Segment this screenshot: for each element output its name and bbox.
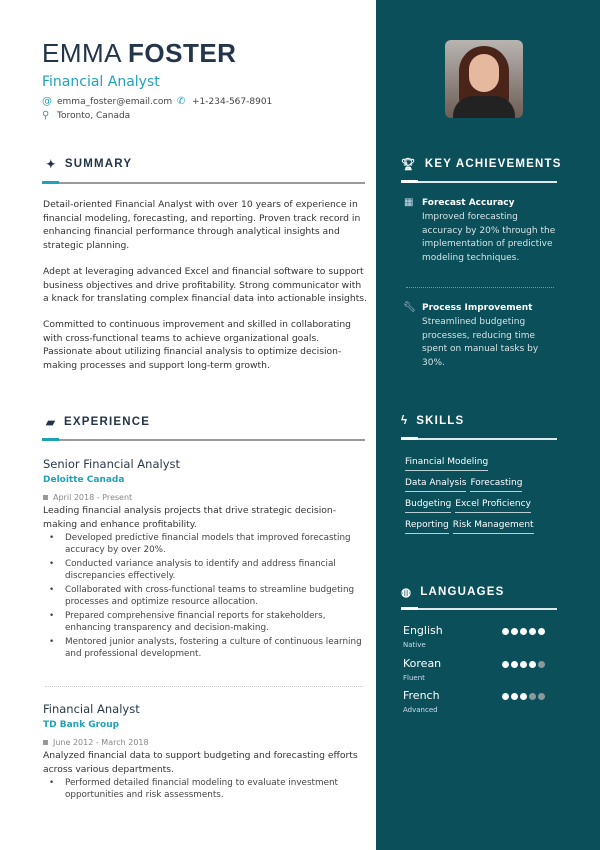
divider (42, 182, 365, 184)
list-item: • Mentored junior analysts, fostering a culture of continuous learning and professional development. (40, 636, 370, 660)
candidate-name: EMMA FOSTER (42, 38, 237, 68)
rating-dot (538, 693, 545, 700)
briefcase-icon: ▰ (46, 417, 57, 429)
language-level: Advanced (403, 706, 438, 714)
experience-heading: ▰ EXPERIENCE (46, 416, 151, 429)
skills-list (405, 457, 538, 534)
skill-tag: Reporting (405, 520, 449, 534)
summary-p1: Detail-oriented Financial Analyst with over 10 years of experience in financial modeling, forecasting, and reporting. Proven track record in enhancing financial performance through analytical insights and strategic planning. (43, 199, 361, 251)
skill-tag: Excel Proficiency (455, 499, 531, 513)
skill-tag: Financial Modeling (405, 457, 488, 471)
rating-dot (529, 628, 536, 635)
rating-dot (502, 693, 509, 700)
wrench-icon: 🔧︎ (403, 302, 416, 313)
rating-dot (529, 693, 536, 700)
divider (401, 181, 557, 183)
language-level: Native (403, 641, 426, 649)
lightning-icon: ϟ (401, 415, 409, 427)
company: Deloitte Canada (43, 475, 125, 485)
location: ⚲ Toronto, Canada (42, 110, 131, 121)
job-title: Financial Analyst (42, 74, 160, 90)
languages-heading: ◍ LANGUAGES (401, 586, 505, 599)
skill-tag: Risk Management (453, 520, 534, 534)
divider (45, 686, 363, 687)
at-icon: @ (42, 96, 52, 107)
divider (406, 287, 554, 288)
rating-dot (502, 661, 509, 668)
rating-dot (520, 628, 527, 635)
job-entry (43, 702, 370, 803)
job-entry (43, 457, 370, 662)
list-item: • Performed detailed financial modeling to evaluate investment opportunities and risk assessments. (40, 777, 370, 801)
rating-dot (511, 661, 518, 668)
list-item: • Developed predictive financial models that improved forecasting accuracy by over 20%. (40, 532, 370, 556)
list-item: • Prepared comprehensive financial reports for stakeholders, enhancing transparency and decision-making. (40, 610, 370, 634)
divider (401, 438, 557, 440)
map-pin-icon: ⚲ (42, 110, 50, 121)
summary-p3: Committed to continuous improvement and skilled in collaborating with cross-functional teams to achieve organizational goals. Passionate about utilizing financial analysis to optimize decision-making processes and support long-term growth. (43, 319, 352, 371)
calculator-icon: ▦ (404, 197, 414, 208)
rating-dot (520, 693, 527, 700)
language-name: English (403, 624, 443, 637)
job-date: June 2012 - March 2018 (43, 738, 370, 747)
rating-dot (502, 628, 509, 635)
language-rating (502, 661, 545, 668)
phone[interactable]: ✆ +1-234-567-8901 (177, 96, 273, 107)
company: TD Bank Group (43, 720, 120, 730)
divider (401, 608, 557, 610)
email[interactable]: @ emma_foster@email.com (42, 96, 173, 107)
list-item: • Conducted variance analysis to identify and address financial discrepancies effectively. (40, 558, 370, 582)
rating-dot (538, 628, 545, 635)
rating-dot (520, 661, 527, 668)
globe-icon: ◍ (401, 587, 413, 599)
achievement-desc: Streamlined budgeting processes, reducing time spent on manual tasks by 30%. (422, 317, 539, 368)
job-date: April 2018 - Present (43, 493, 370, 502)
sparkle-icon: ✦ (46, 159, 57, 171)
achievements-heading: 🏆︎ KEY ACHIEVEMENTS (401, 158, 562, 171)
language-name: Korean (403, 656, 442, 670)
rating-dot (538, 661, 545, 668)
skill-tag: Data Analysis (405, 478, 466, 492)
language-rating (502, 628, 545, 635)
summary-p2: Adept at leveraging advanced Excel and financial software to support business objectives and drive profitability. Strong communicator with a knack for translating complex financial data into actionable insights. (43, 266, 368, 304)
achievement-desc: Improved forecasting accuracy by 20% through the implementation of predictive modeling techniques. (422, 212, 556, 263)
language-level: Fluent (403, 673, 425, 682)
divider (42, 439, 365, 441)
job-title: Senior Financial Analyst (43, 457, 180, 471)
achievement-title: Forecast Accuracy (422, 198, 515, 208)
rating-dot (511, 693, 518, 700)
phone-icon: ✆ (177, 96, 186, 107)
skill-tag: Forecasting (470, 478, 522, 492)
skills-heading: ϟ SKILLS (401, 415, 465, 427)
language-name: French (403, 689, 440, 702)
job-summary: Leading financial analysis projects that drive strategic decision-making and enhance profitability. (43, 505, 337, 530)
skill-tag: Budgeting (405, 499, 451, 513)
job-title: Financial Analyst (43, 702, 140, 716)
achievement-title: Process Improvement (422, 303, 533, 313)
rating-dot (511, 628, 518, 635)
language-rating (502, 693, 545, 700)
rating-dot (529, 661, 536, 668)
job-summary: Analyzed financial data to support budgeting and forecasting efforts across various departments. (43, 750, 358, 775)
summary-heading: ✦ SUMMARY (46, 158, 133, 171)
trophy-icon: 🏆︎ (401, 159, 417, 171)
profile-photo (445, 40, 523, 118)
list-item: • Collaborated with cross-functional teams to streamline budgeting processes and optimize resource allocation. (40, 584, 370, 608)
